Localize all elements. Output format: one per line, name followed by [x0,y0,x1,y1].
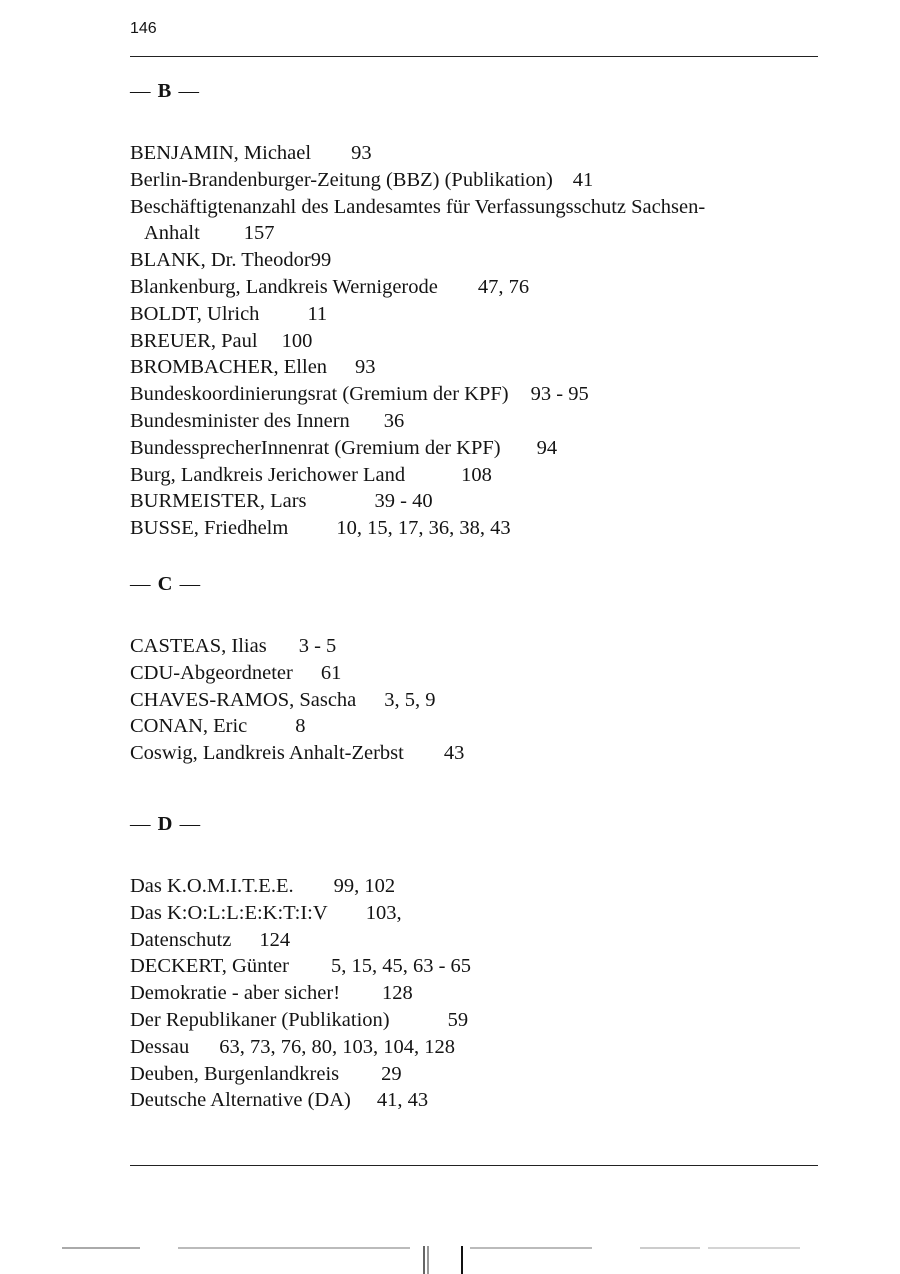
entry-term: Das K.O.M.I.T.E.E. [130,875,294,897]
index-entry [130,660,464,687]
index-entry [130,1061,471,1088]
entry-pages: 99, 102 [333,875,396,897]
index-entry [130,488,705,515]
entry-pages: 103, [365,901,402,924]
entry-term: Demokratie - aber sicher! [130,982,341,1005]
entry-term: Beschäftigtenanzahl des Landesamtes für Verfassungsschutz Sachsen- [130,195,706,218]
entry-pages: 43 [443,742,465,765]
entry-pages: 8 [295,715,306,738]
entry-term: Deuben, Burgenlandkreis [130,1062,340,1085]
index-section-b [130,78,705,542]
index-entry [130,435,705,462]
entry-term: Anhalt [144,222,200,245]
index-entry [130,140,705,167]
index-entry [130,1087,471,1114]
entry-term: Datenschutz [130,928,232,951]
entry-pages: 47, 76 [477,275,530,298]
entry-pages: 36 [383,409,405,432]
index-entry [130,408,705,435]
entry-term: Bundesminister des Innern [130,409,350,432]
entry-term: CHAVES-RAMOS, Sascha [130,688,357,711]
entry-term: CASTEAS, Ilias [130,635,267,657]
entry-pages: 93 [351,142,372,164]
index-entry [130,167,705,194]
entry-term: Coswig, Landkreis Anhalt-Zerbst [130,742,404,765]
entry-pages: 39 - 40 [374,490,433,513]
entry-term: CDU-Abgeordneter [130,661,293,684]
entry-term: BENJAMIN, Michael [130,142,312,164]
entry-term: BOLDT, Ulrich [130,302,260,325]
entry-pages: 99 [310,249,332,272]
entry-term: Berlin-Brandenburger-Zeitung (BBZ) (Publikation) [130,168,553,191]
entry-pages: 11 [307,302,328,325]
entry-pages: 93 [355,356,376,379]
entry-pages: 41, 43 [376,1089,429,1112]
index-entry [130,900,471,927]
entry-term: Der Republikaner (Publikation) [130,1008,390,1031]
index-entry [130,515,705,542]
footer-rule [130,1165,818,1166]
entry-term: Burg, Landkreis Jerichower Land [130,463,406,486]
entry-pages: 59 [447,1008,469,1031]
entry-list [130,873,471,1114]
entry-term: BROMBACHER, Ellen [130,356,328,379]
entry-pages: 157 [243,222,275,245]
index-entry [130,980,471,1007]
entry-pages: 100 [281,329,313,352]
entry-term: Dessau [130,1035,190,1058]
section-heading: — C — [130,573,202,595]
entry-pages: 94 [536,436,558,459]
entry-pages: 10, 15, 17, 36, 38, 43 [336,517,511,540]
header-rule [130,56,818,57]
entry-pages: 3 - 5 [298,635,337,657]
entry-term: Bundeskoordinierungsrat (Gremium der KPF) [130,383,509,406]
entry-term: Deutsche Alternative (DA) [130,1089,351,1112]
entry-pages: 124 [259,928,291,951]
entry-list [130,140,705,542]
index-entry [130,927,471,954]
index-entry [130,462,705,489]
index-entry [130,247,705,274]
entry-pages: 29 [381,1062,402,1085]
entry-term: BLANK, Dr. Theodor [130,249,311,272]
index-section-c [130,571,464,767]
index-entry [130,381,705,408]
index-entry [130,301,705,328]
index-entry [130,194,705,221]
index-entry [130,220,705,247]
entry-term: BUSSE, Friedhelm [130,517,289,540]
index-entry [130,354,705,381]
index-entry [130,953,471,980]
index-entry [130,633,464,660]
entry-list [130,633,464,767]
entry-pages: 128 [382,982,413,1005]
index-entry [130,1007,471,1034]
entry-term: Blankenburg, Landkreis Wernigerode [130,275,438,298]
entry-pages: 3, 5, 9 [384,688,436,711]
index-entry [130,687,464,714]
index-entry [130,873,471,900]
index-entry [130,274,705,301]
section-heading: — D — [130,813,202,835]
entry-pages: 5, 15, 45, 63 - 65 [330,955,472,978]
entry-term: BURMEISTER, Lars [130,490,307,513]
index-entry [130,740,464,767]
entry-pages: 61 [320,661,342,684]
section-heading: — B — [130,80,200,102]
entry-pages: 93 - 95 [530,383,589,406]
entry-term: Das K:O:L:L:E:K:T:I:V [130,901,328,924]
page-number: 146 [130,20,157,37]
entry-pages: 41 [572,168,594,191]
entry-pages: 63, 73, 76, 80, 103, 104, 128 [219,1035,455,1058]
entry-term: BundessprecherInnenrat (Gremium der KPF) [130,436,501,459]
entry-term: BREUER, Paul [130,329,258,352]
index-entry [130,713,464,740]
scan-artifact-marks [0,1236,900,1274]
entry-term: DECKERT, Günter [130,955,289,978]
index-section-d [130,811,471,1114]
index-entry [130,1034,471,1061]
index-entry [130,328,705,355]
entry-term: CONAN, Eric [130,715,248,738]
entry-pages: 108 [461,463,492,486]
